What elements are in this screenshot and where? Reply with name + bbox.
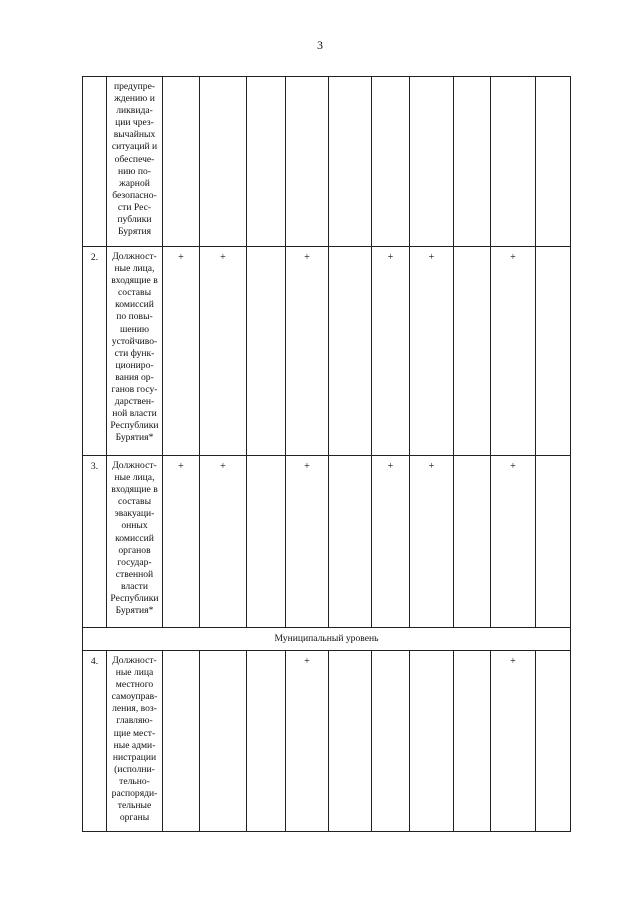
- section-heading: Муниципальный уровень: [83, 628, 571, 651]
- mark-cell: +: [410, 456, 454, 628]
- mark-cell: [536, 77, 571, 247]
- table-row: [83, 651, 571, 832]
- row-title: Должност- ные лица местного самоуправ- ления, воз- главляю- щие мест- ные адми- нистрации (исполни- тельно- распоряди- тельные органы: [107, 651, 163, 832]
- mark-cell: +: [286, 651, 329, 832]
- row-title: Должност- ные лица, входящие в составы эвакуаци- онных комиссий органов государ- ственной власти Республики Бурятия*: [107, 456, 163, 628]
- mark-cell: [454, 77, 491, 247]
- mark-cell: [454, 651, 491, 832]
- mark-cell: [410, 77, 454, 247]
- mark-cell: +: [372, 247, 410, 456]
- mark-cell: [247, 77, 286, 247]
- mark-cell: [329, 456, 372, 628]
- mark-cell: [247, 456, 286, 628]
- training-table: [82, 76, 571, 832]
- mark-cell: [410, 651, 454, 832]
- mark-cell: [286, 77, 329, 247]
- mark-cell: +: [163, 456, 200, 628]
- mark-cell: +: [200, 247, 247, 456]
- mark-cell: [454, 247, 491, 456]
- mark-cell: +: [491, 651, 536, 832]
- table-row: [83, 247, 571, 456]
- mark-cell: +: [491, 247, 536, 456]
- row-number: 3.: [83, 456, 107, 628]
- mark-cell: +: [286, 247, 329, 456]
- mark-cell: [372, 651, 410, 832]
- row-number: [83, 77, 107, 247]
- mark-cell: [536, 247, 571, 456]
- mark-cell: +: [286, 456, 329, 628]
- table-row: [83, 77, 571, 247]
- row-title: Должност- ные лица, входящие в составы комиссий по повы- шению устойчиво- сти функ- циониро- вания ор- ганов госу- дарствен- ной власти Республики Бурятия*: [107, 247, 163, 456]
- mark-cell: [200, 77, 247, 247]
- mark-cell: [329, 247, 372, 456]
- mark-cell: [536, 651, 571, 832]
- page-number: 3: [317, 38, 323, 52]
- mark-cell: [247, 651, 286, 832]
- mark-cell: [200, 651, 247, 832]
- mark-cell: [491, 77, 536, 247]
- mark-cell: +: [491, 456, 536, 628]
- row-number: 4.: [83, 651, 107, 832]
- mark-cell: [329, 651, 372, 832]
- row-title: предупре- ждению и ликвида- ции чрез- вычайных ситуаций и обеспече- нию по- жарной безопасно- сти Рес- публики Бурятия: [107, 77, 163, 247]
- mark-cell: +: [372, 456, 410, 628]
- mark-cell: [163, 77, 200, 247]
- mark-cell: [536, 456, 571, 628]
- section-row: [83, 628, 571, 651]
- mark-cell: +: [200, 456, 247, 628]
- row-number: 2.: [83, 247, 107, 456]
- mark-cell: [454, 456, 491, 628]
- mark-cell: +: [410, 247, 454, 456]
- mark-cell: [329, 77, 372, 247]
- table-row: [83, 456, 571, 628]
- mark-cell: [163, 651, 200, 832]
- mark-cell: [372, 77, 410, 247]
- mark-cell: +: [163, 247, 200, 456]
- mark-cell: [247, 247, 286, 456]
